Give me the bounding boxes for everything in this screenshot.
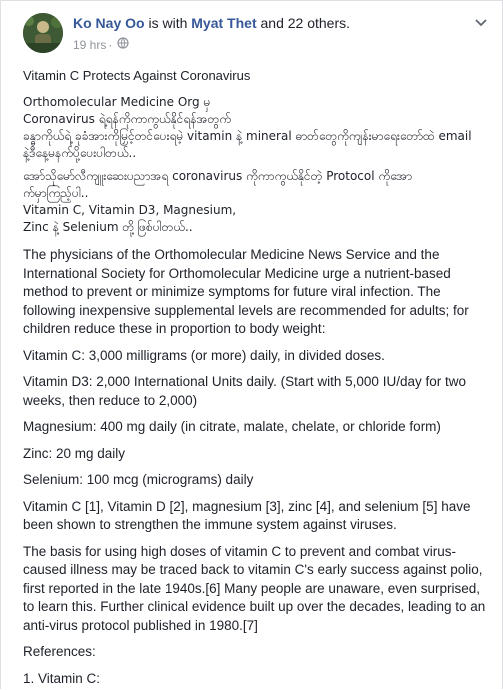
mm-line: အော်သိုမော်လီကျူးဆေးပညာအရ coronavirus ကိုကာကွယ်နိုင်တဲ့ Protocol ကိုအော — [23, 169, 413, 183]
paragraph: Zinc: 20 mg daily — [23, 445, 126, 461]
post-time-line — [73, 37, 462, 52]
myanmar-intro — [23, 94, 488, 236]
post-header — [23, 13, 492, 57]
author-name[interactable]: Ko Nay Oo — [73, 15, 145, 31]
mm-line: ခန္ဓာကိုယ်ရဲ့ ခုခံအားကိုမြှင့်တင်ပေးရမဲ့ vitamin နဲ့ mineral ဓာတ်တွေကိုကျန်းမာရေးတော်ထဲ email — [23, 129, 472, 143]
mm-line: နဲ့ဒီနေ့မနက်ပို့ပေးပါတယ်.. — [23, 146, 137, 160]
post-title: Vitamin C Protects Against Coronavirus — [23, 68, 251, 83]
author-line — [73, 14, 462, 32]
mm-line: Zinc နဲ့ Selenium တို့ဖြစ်ပါတယ်.. — [23, 220, 193, 234]
author-avatar[interactable] — [23, 13, 63, 53]
chevron-down-icon[interactable] — [474, 15, 488, 33]
post-timestamp[interactable]: 19 hrs — [73, 37, 107, 52]
mm-line: Orthomolecular Medicine Org မှ — [23, 95, 211, 109]
paragraph: Magnesium: 400 mg daily (in citrate, malate, chelate, or chloride form) — [23, 419, 441, 434]
time-separator: · — [108, 37, 113, 52]
post-body — [23, 67, 488, 689]
paragraph: Vitamin D3: 2,000 International Units daily. (Start with 5,000 IU/day for two weeks, then reduce to 2,000) — [23, 374, 466, 408]
paragraph: Vitamin C: 3,000 milligrams (or more) daily, in divided doses. — [23, 347, 385, 363]
with-text: is with — [144, 15, 192, 31]
paragraph: The physicians of the Orthomolecular Medicine News Service and the International Society for Orthomolecular Medicine urge a nutrient-based method to prevent or minimize symptoms for future viral infection. The following inexpensive supplemental levels are recommended for adults; for children reduce these in proportion to body weight: — [23, 247, 469, 336]
post-meta — [73, 14, 462, 52]
mm-line: က်မှာကြည့်ပါ.. — [23, 186, 89, 200]
references-heading: References: — [23, 644, 96, 659]
reference-item: 1. Vitamin C: — [23, 670, 101, 686]
paragraph: Vitamin C [1], Vitamin D [2], magnesium [3], zinc [4], and selenium [5] have been shown to strengthen the immune system against viruses. — [23, 498, 471, 532]
others-text[interactable]: and 22 others. — [256, 15, 351, 31]
english-body — [23, 246, 488, 688]
avatar-image — [23, 13, 63, 53]
mm-line: Vitamin C, Vitamin D3, Magnesium, — [23, 203, 237, 217]
paragraph: Selenium: 100 mcg (micrograms) daily — [23, 472, 254, 487]
mm-line: Coronavirus ရဲ့ရန်ကိုကာကွယ်နိုင်ရန်အတွက် — [23, 112, 231, 126]
tagged-person[interactable]: Myat Thet — [191, 15, 257, 31]
paragraph: The basis for using high doses of vitamin C to prevent and combat virus-caused illness may be traced back to vitamin C's early success against polio, first reported in the late 1940s.[6] Many people are unaware, even surprised, to learn this. Further clinical evidence built up over the decades, leading to an anti-virus protocol published in 1980.[7] — [23, 543, 486, 633]
globe-icon — [117, 37, 129, 52]
